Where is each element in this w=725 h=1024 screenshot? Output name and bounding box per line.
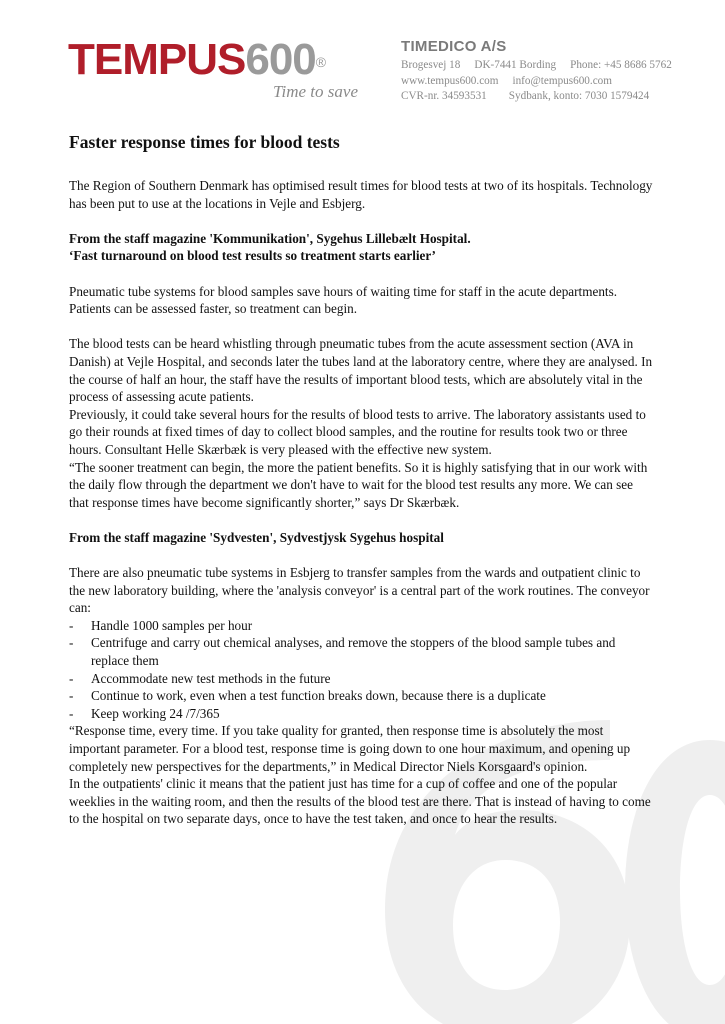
registered-mark: ® (315, 54, 326, 70)
list-item: - Accommodate new test methods in the future (69, 670, 654, 688)
document-title: Faster response times for blood tests (69, 132, 340, 152)
conveyor-capabilities-list (69, 617, 654, 723)
logo-number: 600 (245, 35, 316, 84)
section1-paragraph-2: The blood tests can be heard whistling through pneumatic tubes from the acute assessment section (AVA in Danish) at Vejle Hospital, and seconds later the tubes land at the laboratory centre, where they are analysed. In the course of half an hour, the staff have the results of important blood tests, which are absolutely vital in the process of assessing acute patients. (69, 336, 653, 405)
section2-paragraph-1: There are also pneumatic tube systems in Esbjerg to transfer samples from the wards and outpatient clinic to the new laboratory building, where the 'analysis conveyor' is a central part of the work routines. The conveyor can: (69, 565, 650, 616)
section1-source: From the staff magazine 'Kommunikation', Sygehus Lillebælt Hospital. (69, 230, 471, 246)
section1-paragraph-4: “The sooner treatment can begin, the more the patient benefits. So it is highly satisfying that in our work with the daily flow through the department we don't have to wait for the blood test results any more. We can see that response times have become significantly shorter,” says Dr Skærbæk. (69, 459, 648, 510)
section1-headline: ‘Fast turnaround on blood test results so treatment starts earlier’ (69, 248, 436, 264)
intro-paragraph: The Region of Southern Denmark has optimised result times for blood tests at two of its hospitals. Technology has been put to use at the locations in Vejle and Esbjerg. (69, 178, 653, 211)
list-item: - Handle 1000 samples per hour (69, 617, 654, 635)
list-item: - Keep working 24 /7/365 (69, 705, 654, 723)
section2-source: From the staff magazine 'Sydvesten', Sydvestjysk Sygehus hospital (69, 529, 444, 545)
company-cvr: CVR-nr. 34593531 (401, 90, 487, 102)
document-body (69, 132, 654, 828)
company-website[interactable]: www.tempus600.com (401, 74, 499, 87)
logo-tagline: Time to save (273, 82, 358, 101)
logo-brand: TEMPUS (68, 35, 246, 84)
section2-paragraph-2: “Response time, every time. If you take quality for granted, then response time is absolutely the most important parameter. For a blood test, response time is going down to one hour maximum, and opening up completely new perspectives for the departments,” in Medical Director Niels Korsgaard's opinion. (69, 723, 631, 774)
company-info (401, 38, 672, 105)
company-bank: Sydbank, konto: 7030 1579424 (508, 90, 650, 102)
company-name: TIMEDICO A/S (401, 38, 507, 55)
company-email[interactable]: info@tempus600.com (512, 74, 612, 87)
section1-paragraph-1: Pneumatic tube systems for blood samples save hours of waiting time for staff in the acute departments. Patients can be assessed faster, so treatment can begin. (69, 283, 618, 317)
list-item: - Centrifuge and carry out chemical analyses, and remove the stoppers of the blood sample tubes and replace them (69, 634, 654, 669)
letterhead (0, 0, 725, 110)
company-postal: DK-7441 Bording (474, 59, 557, 71)
company-phone: Phone: +45 8686 5762 (570, 59, 672, 71)
section2-paragraph-3: In the outpatients' clinic it means that the patient just has time for a cup of coffee and one of the popular weeklies in the waiting room, and then the results of the blood test are there. That is instead of having to come to the hospital on two separate days, once to have the test taken, and once to hear the results. (69, 776, 651, 827)
tempus600-logo (68, 35, 358, 101)
list-item: - Continue to work, even when a test function breaks down, because there is a duplicate (69, 687, 654, 705)
company-address: Brogesvej 18 (401, 59, 461, 71)
section1-paragraph-3: Previously, it could take several hours for the results of blood tests to arrive. The laboratory assistants used to go their rounds at fixed times of day to collect blood samples, and the routine for results took two or three hours. Consultant Helle Skærbæk is very pleased with the effective new system. (69, 406, 646, 457)
